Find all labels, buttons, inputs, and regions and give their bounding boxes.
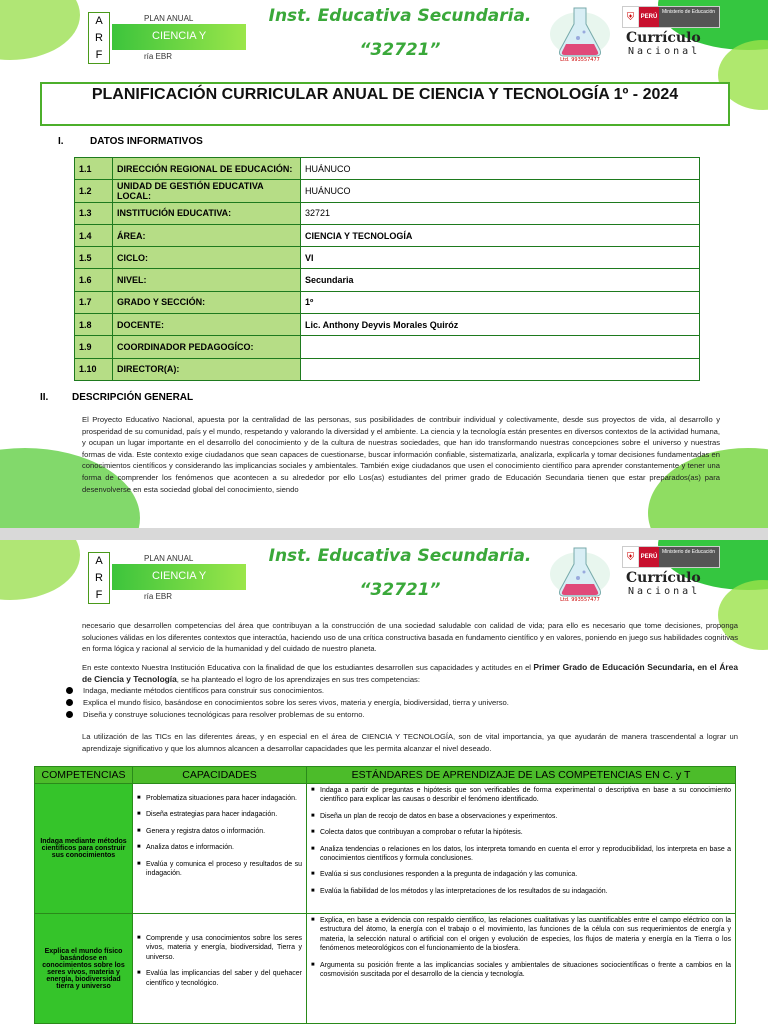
datos-key: DOCENTE:: [113, 314, 301, 336]
flask-icon: [548, 544, 612, 602]
capacidad-item: ■ Problematiza situaciones para hacer indagación.: [137, 794, 302, 803]
arf-letter: R: [95, 571, 103, 584]
estandar-item: ■ Diseña un plan de recojo de datos en base a observaciones y experimentos.: [311, 812, 731, 821]
header-competencias: COMPETENCIAS: [35, 767, 133, 784]
bullet-item: [66, 697, 509, 709]
continuation-paragraph: necesario que desarrollen competencias del área que contribuyan a la construcción de una sociedad saludable con calidad de vida; para ello es necesario que tome decisiones, proponga soluciones válidas en los diferentes contextos que interactúa, haciendo uso de una crítica constructiva basada en fundamento científico y en valores, poniendo en juego sus habilidades cognitivas en forma lógica y racional al servicio de la humanidad y del cuidado de nuestro planeta.: [82, 621, 739, 654]
context-end: , se ha planteado el logro de los aprendizajes en sus tres competencias:: [176, 674, 420, 684]
datos-number: 1.6: [75, 269, 113, 291]
capacidad-item: ■ Comprende y usa conocimientos sobre los seres vivos, materia y energía, biodiversidad, Tierra y universo.: [137, 934, 302, 962]
shield-icon: ⛨: [623, 7, 639, 27]
bullet-text: Indaga, mediante métodos científicos para construir sus conocimientos.: [83, 686, 325, 695]
datos-value: [301, 336, 700, 358]
header-capacidades: CAPACIDADES: [133, 767, 307, 784]
estandar-item: ■ Explica, en base a evidencia con respaldo científico, las relaciones cualitativas y las cuantificables entre el campo eléctrico con la estructura del átomo, la energía con el trabajo o el movimiento, las funciones de la célula con sus requerimientos de energía y materia, la selección natural o artificial con el origen y evolución de especies, los flujos de materia y energía en la Tierra o los fenómenos meteorológicos con el funcionamiento de la biosfera.: [311, 916, 731, 954]
ministry-name: Ministerio de Educación: [659, 547, 719, 567]
datos-value: 1º: [301, 291, 700, 313]
datos-table: [74, 157, 700, 381]
datos-number: 1.10: [75, 358, 113, 380]
description-paragraph: El Proyecto Educativo Nacional, apuesta por la centralidad de las personas, sus posibilidades de contribuir individual y colectivamente, desde sus proyectos de vida, al desarrollo y prosperidad de su comunidad, país y el mundo, respetando y valorando la diversidad y el ambiente. La ciencia y la tecnología están presentes en diversos contextos de la actividad humana, y ocupan un lugar importante en el desarrollo del conocimiento y de la cultura de nuestras sociedades, que han ido transformando nuestras concepciones sobre el universo y nuestras formas de vida. Este contexto exige ciudadanos que sean capaces de cuestionarse, buscar información confiable, sistematizarla, analizarla, explicarla y tomar decisiones fundamentadas en conocimientos científicos y considerando las implicancias sociales y ambientales. También exige ciudadanos que usen el conocimiento científico para aprender constantemente y tener una forma de comprender los fenómenos que acontecen a su alrededor por ello Los(as) estudiantes del primer grado de Educación Secundaria tienen que estar preparados(as) para desenvolverse en esta sociedad global del conocimiento, siendo: [82, 415, 720, 494]
datos-row: [75, 202, 700, 224]
datos-row: [75, 358, 700, 380]
context-intro: En este contexto Nuestra Institución Educativa con la finalidad de que los estudiantes desarrollen sus capacidades y actitudes en el: [82, 663, 534, 672]
datos-value: [301, 358, 700, 380]
estandar-item: ■ Evalúa si sus conclusiones responden a la pregunta de indagación y las comunica.: [311, 870, 731, 879]
document-title: PLANIFICACIÓN CURRICULAR ANUAL DE CIENCIA Y TECNOLOGÍA 1º - 2024: [40, 82, 730, 126]
datos-key: ÁREA:: [113, 224, 301, 246]
datos-key: DIRECTOR(A):: [113, 358, 301, 380]
datos-key: GRADO Y SECCIÓN:: [113, 291, 301, 313]
flask-caption: Ltd. 993557477: [560, 57, 600, 62]
arf-letter: A: [95, 15, 103, 28]
section-label: DESCRIPCIÓN GENERAL: [72, 392, 194, 403]
datos-row: [75, 180, 700, 202]
datos-number: 1.7: [75, 291, 113, 313]
school-line-1: Inst. Educativa Secundaria.: [268, 546, 532, 566]
ebr-label: ría EBR: [144, 52, 173, 61]
datos-key: DIRECCIÓN REGIONAL DE EDUCACIÓN:: [113, 158, 301, 180]
arf-letter: R: [95, 31, 103, 44]
decorative-swoosh: [0, 540, 80, 600]
school-line-2: “32721”: [359, 580, 441, 600]
datos-row: [75, 247, 700, 269]
arf-box: [88, 552, 110, 604]
datos-key: NIVEL:: [113, 269, 301, 291]
plan-label: PLAN ANUAL: [144, 554, 194, 563]
country-label: PERÚ: [639, 7, 659, 27]
capacidades-cell: [133, 914, 307, 1024]
datos-value: HUÁNUCO: [301, 158, 700, 180]
competencia-cell: Explica el mundo físico basándose en conocimientos sobre los seres vivos, materia y energía, biodiversidad tierra y universo: [35, 914, 133, 1024]
datos-value: Lic. Anthony Deyvis Morales Quiróz: [301, 314, 700, 336]
school-line-1: Inst. Educativa Secundaria.: [268, 6, 532, 26]
arf-letter: F: [95, 48, 103, 61]
estandar-item: ■ Analiza tendencias o relaciones en los datos, los interpreta tomando en cuenta el error y reproducibilidad, los interpreta en base a conocimientos científicos y formula conclusiones.: [311, 845, 731, 864]
datos-number: 1.4: [75, 224, 113, 246]
competencia-cell: Indaga mediante métodos científicos para construir sus conocimientos: [35, 784, 133, 914]
capacidad-item: ■ Evalúa y comunica el proceso y resultados de su indagación.: [137, 860, 302, 879]
logo-title: Currículo: [626, 570, 701, 586]
arf-letter: A: [95, 555, 103, 568]
context-bold: Primer Grado de Educación Secundaria, en el Área de Ciencia y Tecnología: [82, 662, 738, 684]
datos-number: 1.1: [75, 158, 113, 180]
school-line-2: “32721”: [359, 40, 441, 60]
plan-label: PLAN ANUAL: [144, 14, 194, 23]
ebr-label: ría EBR: [144, 592, 173, 601]
section-number: II.: [40, 392, 49, 403]
ministry-name: Ministerio de Educación: [659, 7, 719, 27]
page-gap: [0, 528, 768, 540]
estandar-item: ■ Colecta datos que contribuyan a comprobar o refutar la hipótesis.: [311, 828, 731, 837]
datos-key: CICLO:: [113, 247, 301, 269]
capacidad-item: ■ Diseña estrategias para hacer indagación.: [137, 810, 302, 819]
arf-letter: F: [95, 588, 103, 601]
curriculo-logo: [622, 546, 722, 598]
datos-value: VI: [301, 247, 700, 269]
datos-value: HUÁNUCO: [301, 180, 700, 202]
estandar-item: ■ Argumenta su posición frente a las implicancias sociales y ambientales de situaciones sociocientíficas o frente a cambios en la cosmovisión suscitada por el desarrollo de la ciencia y tecnología.: [311, 961, 731, 980]
datos-number: 1.3: [75, 202, 113, 224]
capacidad-item: ■ Genera y registra datos o información.: [137, 827, 302, 836]
datos-row: [75, 314, 700, 336]
area-label: CIENCIA Y: [112, 564, 246, 590]
bullet-item: [66, 685, 324, 697]
section-label: DATOS INFORMATIVOS: [90, 136, 203, 147]
country-label: PERÚ: [639, 547, 659, 567]
estandar-item: ■ Indaga a partir de preguntas e hipótesis que son verificables de forma experimental o descriptiva en base a su conocimiento científico para explicar las causas o describir el fenómeno identificado.: [311, 786, 731, 805]
datos-row: [75, 291, 700, 313]
context-paragraph: [82, 662, 738, 685]
datos-row: [75, 336, 700, 358]
decorative-swoosh: [0, 0, 80, 60]
bullet-icon: [66, 711, 73, 718]
logo-title: Currículo: [626, 30, 701, 46]
datos-key: UNIDAD DE GESTIÓN EDUCATIVA LOCAL:: [113, 180, 301, 202]
datos-key: INSTITUCIÓN EDUCATIVA:: [113, 202, 301, 224]
bullet-text: Explica el mundo físico, basándose en conocimientos sobre los seres vivos, materia y energía, biodiversidad, tierra y universo.: [83, 698, 509, 707]
datos-key: COORDINADOR PEDAGOGÍCO:: [113, 336, 301, 358]
ministry-banner: [622, 6, 720, 28]
bullet-item: [66, 709, 365, 721]
datos-number: 1.5: [75, 247, 113, 269]
curriculo-logo: [622, 6, 722, 58]
competencias-table: [34, 766, 736, 1024]
datos-number: 1.8: [75, 314, 113, 336]
datos-value: CIENCIA Y TECNOLOGÍA: [301, 224, 700, 246]
bullet-icon: [66, 687, 73, 694]
logo-subtitle: Nacional: [628, 46, 701, 57]
arf-box: [88, 12, 110, 64]
datos-row: [75, 269, 700, 291]
page-2: [0, 540, 768, 1024]
datos-value: 32721: [301, 202, 700, 224]
header-estandares: ESTÁNDARES DE APRENDIZAJE DE LAS COMPETENCIAS EN C. y T: [307, 767, 736, 784]
flask-icon: [548, 4, 612, 62]
datos-value: Secundaria: [301, 269, 700, 291]
flask-caption: Ltd. 993557477: [560, 597, 600, 602]
estandares-cell: [307, 914, 736, 1024]
bullet-icon: [66, 699, 73, 706]
capacidad-item: ■ Evalúa las implicancias del saber y del quehacer científico y tecnológico.: [137, 969, 302, 988]
bullet-text: Diseña y construye soluciones tecnológicas para resolver problemas de su entorno.: [83, 710, 365, 719]
competencia-row: [35, 784, 736, 914]
datos-number: 1.9: [75, 336, 113, 358]
ministry-banner: [622, 546, 720, 568]
header-plan-badge: [88, 552, 248, 604]
shield-icon: ⛨: [623, 547, 639, 567]
capacidades-cell: [133, 784, 307, 914]
capacidad-item: ■ Analiza datos e información.: [137, 843, 302, 852]
header-plan-badge: [88, 12, 248, 64]
area-label: CIENCIA Y: [112, 24, 246, 50]
logo-subtitle: Nacional: [628, 586, 701, 597]
competencia-row: [35, 914, 736, 1024]
estandar-item: ■ Evalúa la fiabilidad de los métodos y las interpretaciones de los resultados de su indagación.: [311, 887, 731, 896]
section-number: I.: [58, 136, 64, 147]
datos-row: [75, 158, 700, 180]
tics-paragraph: La utilización de las TICs en las diferentes áreas, y en especial en el área de CIENCIA Y TECNOLOGÍA, son de vital importancia, ya que ayudarán de manera trascendental a lograr un aprendizaje significativo y que los alumnos alcancen a desarrollar capacidades que les permita alcanzar el nivel deseado.: [82, 732, 738, 753]
estandares-cell: [307, 784, 736, 914]
datos-row: [75, 224, 700, 246]
datos-number: 1.2: [75, 180, 113, 202]
